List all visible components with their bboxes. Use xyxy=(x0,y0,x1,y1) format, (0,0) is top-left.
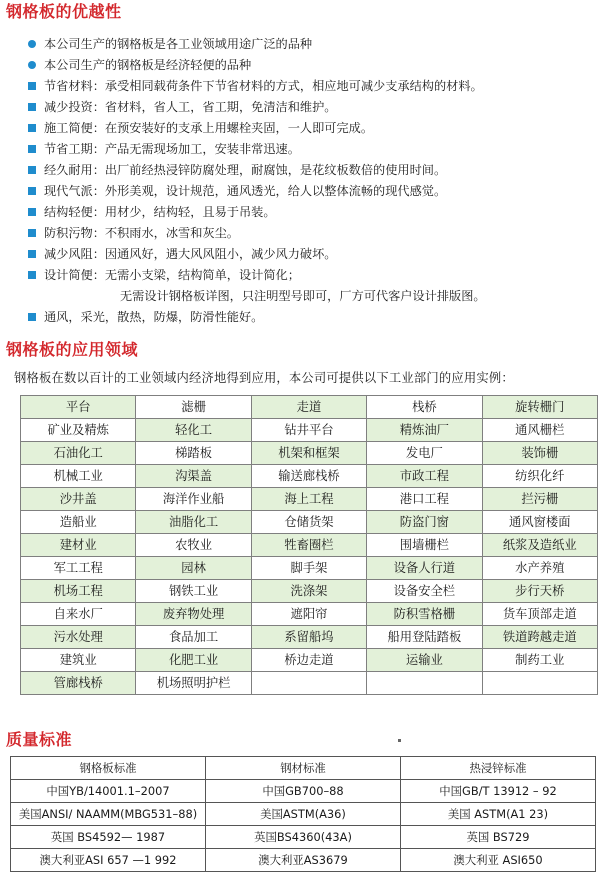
advantage-text: 通风，采光，散热，防爆，防滑性能好。 xyxy=(44,310,264,324)
circle-bullet-icon xyxy=(28,61,36,69)
advantage-item xyxy=(28,265,598,286)
advantage-text: 无需设计钢格板详图，只注明型号即可，厂方可代客户设计排版图。 xyxy=(120,289,486,303)
square-bullet-icon xyxy=(28,208,36,216)
advantage-text: 本公司生产的钢格板是经济轻便的品种 xyxy=(44,58,252,72)
table-cell: 船用登陆踏板 xyxy=(367,626,482,649)
table-cell: 栈桥 xyxy=(367,396,482,419)
table-row xyxy=(21,465,598,488)
advantage-item xyxy=(28,202,598,223)
table-row xyxy=(21,672,598,695)
table-cell: 货车顶部走道 xyxy=(482,603,597,626)
advantage-item xyxy=(28,76,598,97)
table-cell: 污水处理 xyxy=(21,626,136,649)
table-cell: 海上工程 xyxy=(251,488,366,511)
advantage-item xyxy=(28,307,598,328)
table-cell xyxy=(482,672,597,695)
column-header: 钢格板标准 xyxy=(11,757,206,780)
advantages-title: 钢格板的优越性 xyxy=(6,2,122,21)
table-cell: 中国YB/14001.1–2007 xyxy=(11,780,206,803)
table-cell: 铁道跨越走道 xyxy=(482,626,597,649)
table-cell: 平台 xyxy=(21,396,136,419)
table-cell: 美国 ASTM(A1 23) xyxy=(401,803,596,826)
advantage-text: 减少风阻：因通风好，遇大风风阻小，减少风力破坏。 xyxy=(44,247,337,261)
table-cell: 防盗门窗 xyxy=(367,511,482,534)
table-cell: 中国GB/T 13912 – 92 xyxy=(401,780,596,803)
table-row xyxy=(21,626,598,649)
square-bullet-icon xyxy=(28,124,36,132)
table-cell: 走道 xyxy=(251,396,366,419)
table-cell: 系留船坞 xyxy=(251,626,366,649)
table-cell: 建筑业 xyxy=(21,649,136,672)
table-cell: 输送廊栈桥 xyxy=(251,465,366,488)
advantage-item xyxy=(28,223,598,244)
advantage-item xyxy=(28,55,598,76)
square-bullet-icon xyxy=(28,145,36,153)
table-cell: 美国ANSI/ NAAMM(MBG531–88) xyxy=(11,803,206,826)
table-cell: 化肥工业 xyxy=(136,649,251,672)
applications-intro: 钢格板在数以百计的工业领域内经济地得到应用，本公司可提供以下工业部门的应用实例： xyxy=(14,371,514,385)
table-cell: 军工工程 xyxy=(21,557,136,580)
advantage-item xyxy=(28,118,598,139)
table-cell: 矿业及精炼 xyxy=(21,419,136,442)
square-bullet-icon xyxy=(28,250,36,258)
table-cell: 钢铁工业 xyxy=(136,580,251,603)
table-row xyxy=(21,396,598,419)
advantage-text: 现代气派：外形美观，设计规范，通风透光，给人以整体流畅的现代感觉。 xyxy=(44,184,447,198)
table-cell: 澳大利亚AS3679 xyxy=(206,849,401,872)
advantage-item xyxy=(28,244,598,265)
table-cell: 英国 BS729 xyxy=(401,826,596,849)
table-cell: 围墙栅栏 xyxy=(367,534,482,557)
table-cell: 管廊栈桥 xyxy=(21,672,136,695)
table-row xyxy=(21,488,598,511)
table-row xyxy=(11,803,596,826)
quality-title: 质量标准 xyxy=(6,730,73,749)
table-cell: 旋转栅门 xyxy=(482,396,597,419)
table-cell: 美国ASTM(A36) xyxy=(206,803,401,826)
table-cell: 海洋作业船 xyxy=(136,488,251,511)
advantage-text: 减少投资：省材料，省人工，省工期，免清洁和维护。 xyxy=(44,100,337,114)
table-row xyxy=(21,534,598,557)
advantage-item xyxy=(28,34,598,55)
square-bullet-icon xyxy=(28,229,36,237)
advantage-item xyxy=(28,181,598,202)
circle-bullet-icon xyxy=(28,40,36,48)
quality-standards-table xyxy=(10,756,596,872)
advantages-list xyxy=(28,34,598,328)
applications-table xyxy=(20,395,598,695)
table-cell: 英国BS4360(43A) xyxy=(206,826,401,849)
table-cell: 发电厂 xyxy=(367,442,482,465)
table-cell: 拦污栅 xyxy=(482,488,597,511)
table-cell: 运输业 xyxy=(367,649,482,672)
table-cell: 洗涤架 xyxy=(251,580,366,603)
applications-title: 钢格板的应用领域 xyxy=(6,340,139,359)
table-row xyxy=(21,580,598,603)
table-cell: 纸浆及造纸业 xyxy=(482,534,597,557)
table-cell: 机架和框架 xyxy=(251,442,366,465)
table-cell: 农牧业 xyxy=(136,534,251,557)
table-cell: 机场工程 xyxy=(21,580,136,603)
table-row xyxy=(21,557,598,580)
stray-dot xyxy=(398,739,401,742)
table-cell: 食品加工 xyxy=(136,626,251,649)
table-row xyxy=(21,511,598,534)
table-cell: 纺织化纤 xyxy=(482,465,597,488)
table-cell: 脚手架 xyxy=(251,557,366,580)
table-cell: 步行天桥 xyxy=(482,580,597,603)
table-cell: 中国GB700–88 xyxy=(206,780,401,803)
table-cell xyxy=(367,672,482,695)
table-cell: 设备安全栏 xyxy=(367,580,482,603)
table-cell: 通风栅栏 xyxy=(482,419,597,442)
advantage-text: 施工简便：在预安装好的支承上用螺栓夹固，一人即可完成。 xyxy=(44,121,374,135)
advantage-text: 防积污物：不积雨水，冰雪和灰尘。 xyxy=(44,226,239,240)
table-cell: 制药工业 xyxy=(482,649,597,672)
table-cell: 澳大利亚 ASI650 xyxy=(401,849,596,872)
table-cell: 自来水厂 xyxy=(21,603,136,626)
table-cell: 防积雪格栅 xyxy=(367,603,482,626)
square-bullet-icon xyxy=(28,187,36,195)
table-cell: 精炼油厂 xyxy=(367,419,482,442)
advantage-text: 设计简便：无需小支梁，结构简单，设计简化； xyxy=(44,268,300,282)
table-cell: 水产养殖 xyxy=(482,557,597,580)
table-cell: 废弃物处理 xyxy=(136,603,251,626)
table-cell: 沟渠盖 xyxy=(136,465,251,488)
table-cell: 市政工程 xyxy=(367,465,482,488)
advantage-text: 经久耐用：出厂前经热浸锌防腐处理，耐腐蚀，是花纹板数倍的使用时间。 xyxy=(44,163,447,177)
table-cell: 钻井平台 xyxy=(251,419,366,442)
square-bullet-icon xyxy=(28,271,36,279)
advantage-text: 节省材料：承受相同载荷条件下节省材料的方式，相应地可减少支承结构的材料。 xyxy=(44,79,483,93)
square-bullet-icon xyxy=(28,313,36,321)
table-cell: 造船业 xyxy=(21,511,136,534)
advantage-text: 结构轻便：用材少，结构轻，且易于吊装。 xyxy=(44,205,276,219)
table-cell: 机械工业 xyxy=(21,465,136,488)
table-cell: 遮阳帘 xyxy=(251,603,366,626)
table-cell: 牲畜圈栏 xyxy=(251,534,366,557)
table-row xyxy=(21,649,598,672)
advantage-item xyxy=(28,97,598,118)
table-cell: 石油化工 xyxy=(21,442,136,465)
table-row xyxy=(21,419,598,442)
column-header: 热浸锌标准 xyxy=(401,757,596,780)
table-cell: 港口工程 xyxy=(367,488,482,511)
square-bullet-icon xyxy=(28,166,36,174)
table-row xyxy=(21,442,598,465)
table-cell: 梯踏板 xyxy=(136,442,251,465)
advantage-item xyxy=(28,286,598,307)
table-cell: 设备人行道 xyxy=(367,557,482,580)
table-cell xyxy=(251,672,366,695)
table-cell: 滤栅 xyxy=(136,396,251,419)
table-cell: 园林 xyxy=(136,557,251,580)
table-cell: 机场照明护栏 xyxy=(136,672,251,695)
advantage-item xyxy=(28,160,598,181)
table-cell: 仓储货架 xyxy=(251,511,366,534)
column-header: 钢材标准 xyxy=(206,757,401,780)
table-row xyxy=(11,826,596,849)
table-row xyxy=(11,780,596,803)
table-cell: 澳大利亚ASI 657 —1 992 xyxy=(11,849,206,872)
table-row xyxy=(11,849,596,872)
table-header-row xyxy=(11,757,596,780)
advantage-text: 节省工期：产品无需现场加工，安装非常迅速。 xyxy=(44,142,300,156)
table-cell: 桥边走道 xyxy=(251,649,366,672)
table-cell: 沙井盖 xyxy=(21,488,136,511)
advantage-item xyxy=(28,139,598,160)
table-cell: 建材业 xyxy=(21,534,136,557)
advantage-text: 本公司生产的钢格板是各工业领域用途广泛的品种 xyxy=(44,37,313,51)
table-cell: 英国 BS4592— 1987 xyxy=(11,826,206,849)
table-cell: 装饰栅 xyxy=(482,442,597,465)
table-row xyxy=(21,603,598,626)
table-cell: 油脂化工 xyxy=(136,511,251,534)
table-cell: 轻化工 xyxy=(136,419,251,442)
square-bullet-icon xyxy=(28,103,36,111)
square-bullet-icon xyxy=(28,82,36,90)
table-cell: 通风窗楼面 xyxy=(482,511,597,534)
